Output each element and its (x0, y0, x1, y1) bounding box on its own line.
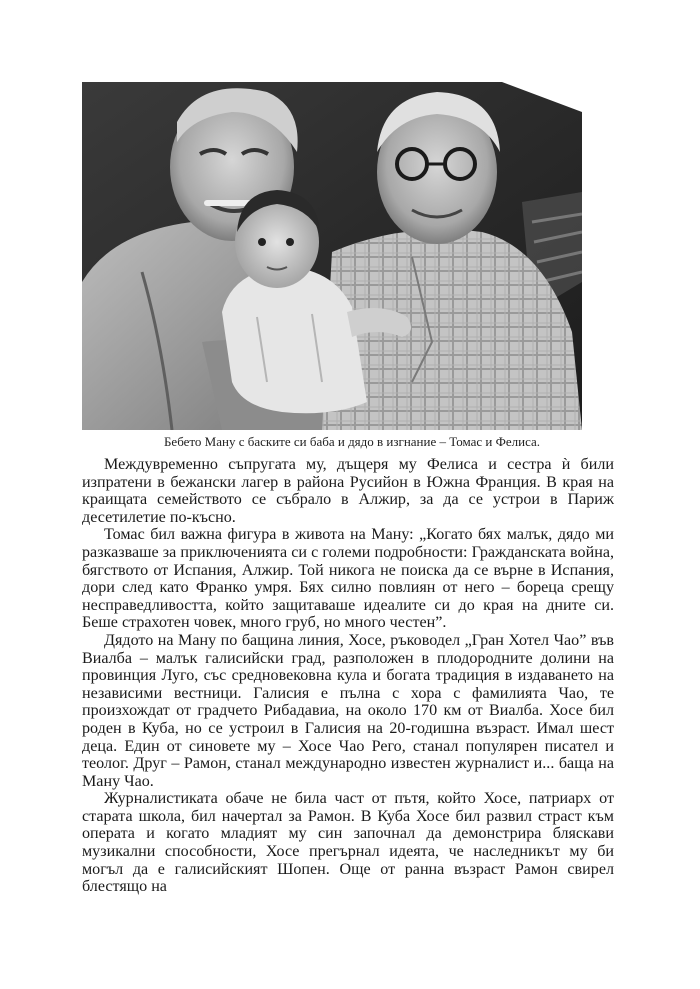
paragraph: Дядото на Ману по бащина линия, Хосе, ръководел „Гран Хотел Чао” във Виалба – малък галисийски град, разположен в плодородните долини на провинция Луго, със средновековна кула и богата традиция в издаването на независими вестници. Галисия е пълна с хора с фамилията Чао, те произхождат от градчето Рибадавиа, на около 170 км от Виалба. Хосе бил роден в Куба, но се устроил в Галисия на 20-годишна възраст. Имал шест деца. Един от синовете му – Хосе Чао Рего, станал популярен писател и теолог. Друг – Рамон, станал международно известен журналист и... баща на Ману Чао. (82, 631, 614, 790)
photo-caption: Бебето Ману с баските си баба и дядо в изгнание – Томас и Фелиса. (163, 434, 541, 449)
family-photo (82, 82, 582, 430)
body-text (82, 456, 614, 896)
paragraph: Журналистиката обаче не била част от пътя, който Хосе, патриарх от старата школа, бил начертал за Рамон. В Куба Хосе бил развил страст към операта и когато младият му син започнал да демонстрира бляскави музикални способности, Хосе прегърнал идеята, че наследникът му би могъл да е галисийският Шопен. Още от ранна възраст Рамон свирел блестящо на (82, 790, 614, 896)
family-photo-image (82, 82, 582, 430)
paragraph: Междувременно съпругата му, дъщеря му Фелиса и сестра ѝ били изпратени в бежански лагер в района Русийон в Южна Франция. В края на краищата семейството се събрало в Алжир, за да се устрои в Париж десетилетие по-късно. (82, 456, 614, 526)
paragraph: Томас бил важна фигура в живота на Ману: „Когато бях малък, дядо ми разказваше за приключенията си с големи подробности: Гражданската война, бягството от Испания, Алжир. Той никога не поиска да се върне в Испания, дори след като Франко умря. Бях силно повлиян от него – бореца срещу несправедливостта, който защитаваше идеалите си до края на дните си. Беше страхотен човек, много груб, но много честен”. (82, 526, 614, 632)
